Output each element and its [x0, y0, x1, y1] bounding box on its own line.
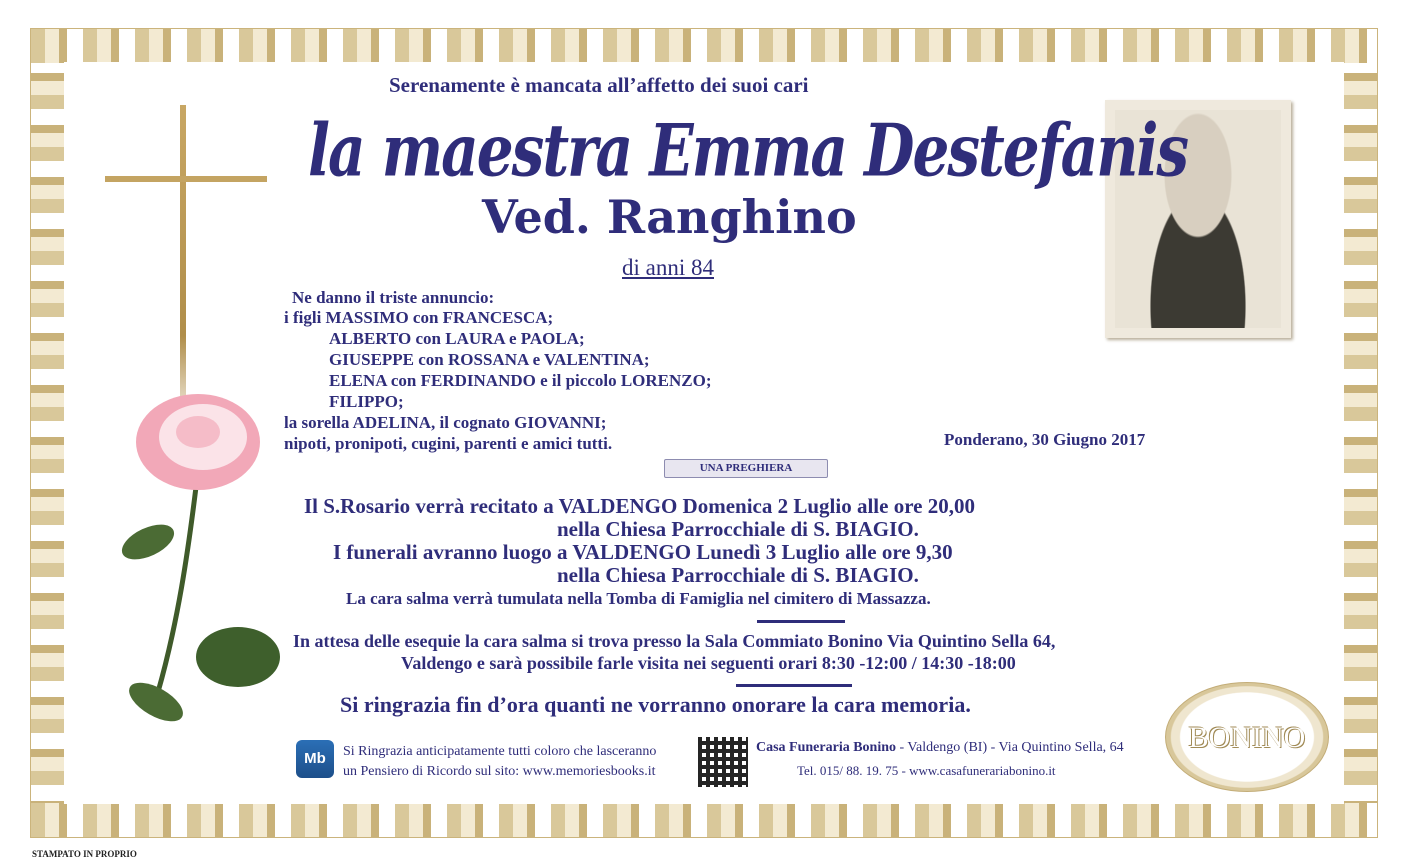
funeral-home-line [756, 740, 1124, 756]
cross-icon-bar [105, 176, 267, 182]
funeral-home-address: - Valdengo (BI) - Via Quintino Sella, 64 [896, 740, 1124, 755]
visit-line: Valdengo e sarà possibile farle visita nei seguenti orari 8:30 -12:00 / 14:30 -18:00 [401, 653, 1016, 673]
place-date: Ponderano, 30 Giugno 2017 [944, 430, 1146, 449]
intro-text: Serenamente è mancata all’affetto dei suoi cari [389, 73, 809, 97]
deceased-name: la maestra Emma Destefanis [308, 108, 1188, 193]
divider [736, 684, 852, 687]
rose-image [118, 392, 288, 772]
printed-note: STAMPATO IN PROPRIO [32, 849, 137, 859]
divider [757, 620, 845, 623]
memories-line: un Pensiero di Ricordo sul sito: www.memoriesbooks.it [343, 764, 656, 779]
qr-code [698, 737, 748, 787]
cross-icon [180, 105, 186, 435]
family-line: la sorella ADELINA, il cognato GIOVANNI; [284, 413, 607, 432]
age-text: di anni 84 [622, 255, 714, 280]
bonino-seal [1165, 682, 1329, 792]
memories-line: Si Ringrazia anticipatamente tutti coloro che lasceranno [343, 744, 657, 759]
visit-line: In attesa delle esequie la cara salma si trova presso la Sala Commiato Bonino Via Quintino Sella 64, [293, 631, 1056, 651]
thanks-text: Si ringrazia fin d’ora quanti ne vorranno onorare la cara memoria. [340, 692, 971, 717]
family-line: GIUSEPPE con ROSSANA e VALENTINA; [329, 350, 650, 369]
funeral-home-name: Casa Funeraria Bonino [756, 740, 897, 755]
ceremony-line: nella Chiesa Parrocchiale di S. BIAGIO. [557, 563, 919, 587]
family-line: FILIPPO; [329, 392, 404, 411]
funeral-home-contacts: Tel. 015/ 88. 19. 75 - www.casafunerariabonino.it [797, 763, 1056, 778]
ceremony-line: nella Chiesa Parrocchiale di S. BIAGIO. [557, 517, 919, 541]
family-line: ELENA con FERDINANDO e il piccolo LORENZO; [329, 371, 712, 390]
family-line: ALBERTO con LAURA e PAOLA; [329, 329, 585, 348]
ceremony-line: Il S.Rosario verrà recitato a VALDENGO Domenica 2 Luglio alle ore 20,00 [304, 494, 975, 518]
deceased-surname: Ved. Ranghino [482, 190, 857, 244]
ceremony-line: I funerali avranno luogo a VALDENGO Lunedì 3 Luglio alle ore 9,30 [333, 540, 953, 564]
burial-line: La cara salma verrà tumulata nella Tomba di Famiglia nel cimitero di Massazza. [346, 589, 931, 608]
family-line: nipoti, pronipoti, cugini, parenti e amici tutti. [284, 434, 613, 453]
announcement-lead: Ne danno il triste annuncio: [292, 288, 495, 307]
seal-text: BONINO [1188, 721, 1306, 754]
prayer-badge: UNA PREGHIERA [664, 459, 828, 478]
memoriesbooks-logo: Mb [296, 740, 334, 778]
family-line: i figli MASSIMO con FRANCESCA; [284, 308, 554, 327]
